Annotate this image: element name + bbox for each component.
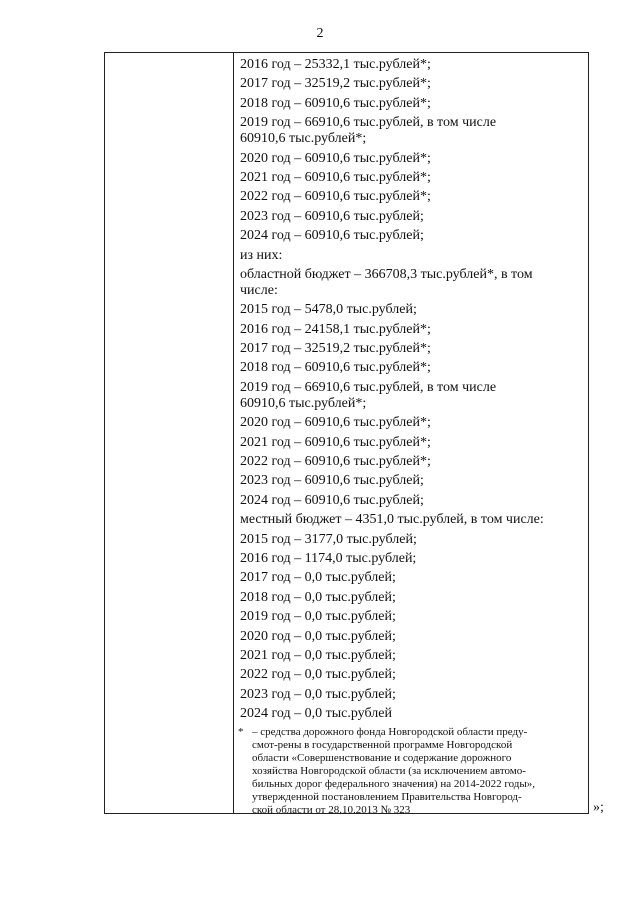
text-line: 2015 год – 5478,0 тыс.рублей;: [240, 302, 417, 318]
footnote: [240, 726, 584, 817]
text-line: 2024 год – 0,0 тыс.рублей: [240, 706, 392, 722]
footnote-line: – средства дорожного фонда Новгородской области преду-: [252, 726, 528, 739]
footnote-line: утвержденной постановлением Правительства Новгород-: [252, 791, 522, 804]
text-line: 2016 год – 1174,0 тыс.рублей;: [240, 550, 417, 566]
text-line: из них:: [240, 247, 283, 263]
text-line: 2022 год – 60910,6 тыс.рублей*;: [240, 189, 431, 205]
text-line: 2016 год – 25332,1 тыс.рублей*;: [240, 57, 431, 72]
text-line: 2023 год – 60910,6 тыс.рублей;: [240, 473, 424, 489]
text-line: 60910,6 тыс.рублей*;: [240, 131, 367, 147]
text-line: 2018 год – 60910,6 тыс.рублей*;: [240, 360, 431, 376]
funding-cell: [240, 57, 584, 817]
text-line: 2017 год – 32519,2 тыс.рублей*;: [240, 341, 431, 357]
text-line: 2022 год – 0,0 тыс.рублей;: [240, 667, 396, 683]
text-line: местный бюджет – 4351,0 тыс.рублей, в том числе:: [240, 512, 544, 528]
text-line: 2016 год – 24158,1 тыс.рублей*;: [240, 321, 431, 337]
footnote-line: ской области от 28.10.2013 № 323: [252, 804, 411, 817]
footnote-mark: *: [238, 726, 244, 739]
text-line: 2020 год – 60910,6 тыс.рублей*;: [240, 150, 431, 166]
text-line: 2021 год – 0,0 тыс.рублей;: [240, 647, 396, 663]
text-line: областной бюджет – 366708,3 тыс.рублей*, в том: [240, 266, 533, 282]
text-line: числе:: [240, 282, 278, 298]
text-line: 2019 год – 66910,6 тыс.рублей, в том числе: [240, 379, 497, 395]
text-line: 2022 год – 60910,6 тыс.рублей*;: [240, 454, 431, 470]
text-line: 2019 год – 0,0 тыс.рублей;: [240, 609, 396, 625]
text-line: 2018 год – 0,0 тыс.рублей;: [240, 589, 396, 605]
text-line: 2024 год – 60910,6 тыс.рублей;: [240, 492, 424, 508]
text-line: 2017 год – 32519,2 тыс.рублей*;: [240, 76, 431, 92]
funding-table: [104, 52, 589, 817]
text-line: 2023 год – 60910,6 тыс.рублей;: [240, 208, 424, 224]
text-line: 2018 год – 60910,6 тыс.рублей*;: [240, 95, 431, 111]
text-line: 60910,6 тыс.рублей*;: [240, 395, 367, 411]
footnote-line: смот-рены в государственной программе Новгородской: [252, 739, 513, 752]
text-line: 2019 год – 66910,6 тыс.рублей, в том числе: [240, 115, 497, 131]
footnote-line: бильных дорог федерального значения) на 2014-2022 годы»,: [252, 778, 536, 791]
footnote-line: хозяйства Новгородской области (за исключением автомо-: [252, 765, 526, 778]
text-line: 2020 год – 60910,6 тыс.рублей*;: [240, 415, 431, 431]
text-line: 2020 год – 0,0 тыс.рублей;: [240, 628, 396, 644]
text-line: 2017 год – 0,0 тыс.рублей;: [240, 570, 396, 586]
text-line: 2023 год – 0,0 тыс.рублей;: [240, 686, 396, 702]
text-line: 2021 год – 60910,6 тыс.рублей*;: [240, 169, 431, 185]
text-line: 2015 год – 3177,0 тыс.рублей;: [240, 531, 417, 547]
footnote-line: области «Совершенствование и содержание дорожного: [252, 752, 512, 765]
text-line: 2021 год – 60910,6 тыс.рублей*;: [240, 434, 431, 450]
page-number: 2: [316, 26, 324, 41]
column-divider: [233, 53, 234, 813]
text-line: 2024 год – 60910,6 тыс.рублей;: [240, 228, 424, 244]
closing-quote: »;: [593, 800, 604, 815]
